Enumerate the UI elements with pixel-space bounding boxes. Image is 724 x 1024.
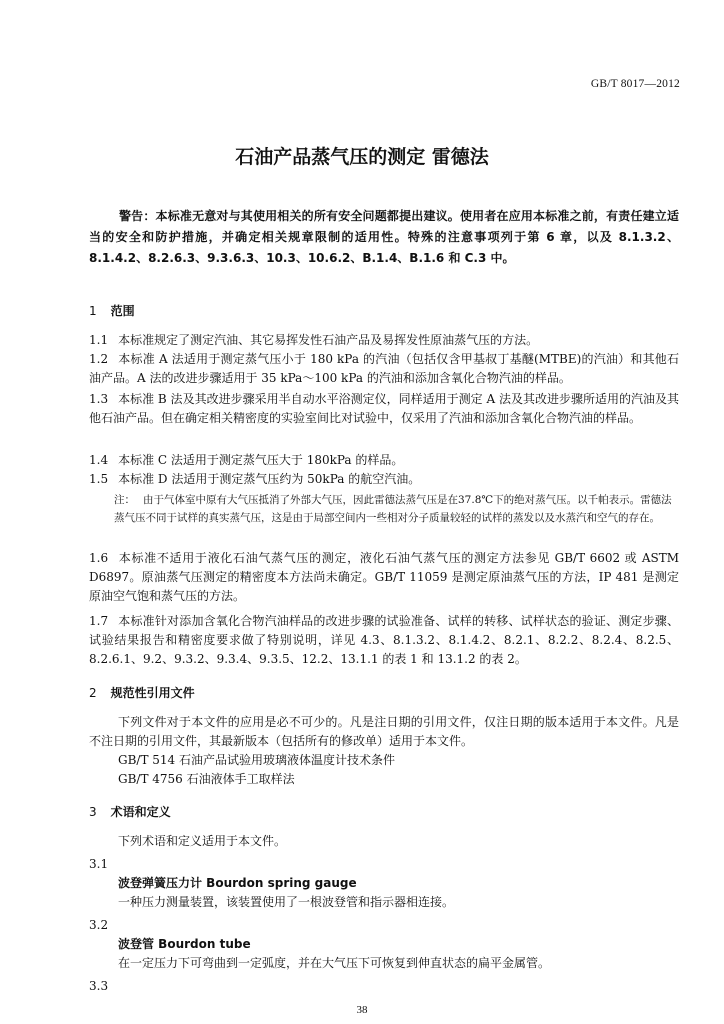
- clause-number: 1.4: [89, 453, 109, 467]
- clause-text: 本标准 D 法适用于测定蒸气压约为 50kPa 的航空汽油。: [118, 472, 421, 486]
- clause-1-4: [89, 451, 679, 470]
- section-number: 1: [89, 304, 97, 318]
- term-name: 波登管 Bourdon tube: [118, 937, 251, 951]
- section-1-heading: [89, 302, 679, 321]
- note-label: 注：: [114, 494, 135, 506]
- section-title: 术语和定义: [110, 805, 171, 819]
- term-name: 波登弹簧压力计 Bourdon spring gauge: [118, 876, 357, 890]
- safety-warning: [89, 206, 679, 269]
- standard-code: GB/T 8017—2012: [590, 78, 680, 90]
- clause-text: 本标准 B 法及其改进步骤采用半自动水平浴测定仪，同样适用于测定 A 法及其改进步骤所适用的汽油及其他石油产品。但在确定相关精密度的实验室间比对试验中，仅采用了汽油和添加含氧化合物汽油的样品。: [89, 392, 679, 425]
- clause-number: 1.6: [89, 551, 109, 565]
- clause-number: 1.3: [89, 392, 109, 406]
- clause-text: 本标准 C 法适用于测定蒸气压大于 180kPa 的样品。: [118, 453, 404, 467]
- note-text: 由于气体室中原有大气压抵消了外部大气压，因此雷德法蒸气压是在37.8℃下的绝对蒸气压。以千帕表示。雷德法蒸气压不同于试样的真实蒸气压，这是由于局部空间内一些相对分子质量较轻的试样的蒸发以及水蒸汽和空气的存在。: [114, 494, 672, 524]
- clause-number: 1.5: [89, 472, 109, 486]
- clause-text: 本标准针对添加含氧化合物汽油样品的改进步骤的试验准备、试样的转移、试样状态的验证、测定步骤、试验结果报告和精密度要求做了特别说明，详见 4.3、8.1.3.2、8.1.4.2、8.2.1、8.2.2、8.2.4、8.2.5、8.2.6.1、9.2、9.3.2、9.3.4、9.3.5、12.2、13.1.1 的表 1 和 13.1.2 的表 2。: [89, 614, 679, 666]
- document-title: 石油产品蒸气压的测定 雷德法: [235, 146, 489, 168]
- clause-text: 本标准规定了测定汽油、其它易挥发性石油产品及易挥发性原油蒸气压的方法。: [118, 333, 539, 347]
- term-definition: 在一定压力下可弯曲到一定弧度，并在大气压下可恢复到伸直状态的扁平金属管。: [118, 956, 551, 970]
- reference-item: GB/T 514 石油产品试验用玻璃液体温度计技术条件: [118, 753, 395, 767]
- section-2-body: [89, 713, 679, 789]
- section-number: 3: [89, 805, 97, 819]
- section-3-intro: 下列术语和定义适用于本文件。: [118, 834, 287, 848]
- clause-1-3: [89, 390, 679, 428]
- section-2-heading: [89, 684, 679, 703]
- clause-1-1: [89, 331, 679, 350]
- term-definition: 一种压力测量装置，该装置使用了一根波登管和指示器相连接。: [118, 895, 455, 909]
- clause-1-5: [89, 470, 679, 489]
- clause-text: 本标准 A 法适用于测定蒸气压小于 180 kPa 的汽油（包括仅含甲基叔丁基醚(MTBE)的汽油）和其他石油产品。A 法的改进步骤适用于 35 kPa～100 kPa 的汽油和添加含氧化合物汽油的样品。: [89, 352, 679, 385]
- reference-item: GB/T 4756 石油液体手工取样法: [118, 772, 295, 786]
- section-title: 范围: [110, 304, 135, 318]
- term-number: 3.3: [89, 979, 109, 993]
- term-number: 3.2: [89, 918, 109, 932]
- section-3-body: [89, 832, 679, 996]
- section-3-heading: [89, 803, 679, 822]
- page-number: 38: [356, 1004, 368, 1016]
- clause-number: 1.2: [89, 352, 109, 366]
- clause-number: 1.1: [89, 333, 109, 347]
- warning-text: 警告：本标准无意对与其使用相关的所有安全问题都提出建议。使用者在应用本标准之前，有责任建立适当的安全和防护措施，并确定相关规章限制的适用性。特殊的注意事项列于第 6 章，以及 8.1.3.2、8.1.4.2、8.2.6.3、9.3.6.3、10.3、10.6.2、B.1.4、B.1.6 和 C.3 中。: [89, 209, 679, 265]
- section-number: 2: [89, 686, 97, 700]
- note: [114, 491, 679, 527]
- clause-1-2: [89, 350, 679, 388]
- section-2-intro: 下列文件对于本文件的应用是必不可少的。凡是注日期的引用文件，仅注日期的版本适用于本文件。凡是不注日期的引用文件，其最新版本（包括所有的修改单）适用于本文件。: [89, 715, 679, 748]
- section-title: 规范性引用文件: [110, 686, 195, 700]
- clause-number: 1.7: [89, 614, 109, 628]
- clause-text: 本标准不适用于液化石油气蒸气压的测定，液化石油气蒸气压的测定方法参见 GB/T 6602 或 ASTM D6897。原油蒸气压测定的精密度本方法尚未确定。GB/T 11059 是测定原油蒸气压的方法，IP 481 是测定原油空气饱和蒸气压的方法。: [89, 551, 679, 603]
- clause-1-6: [89, 549, 679, 606]
- clause-1-7: [89, 612, 679, 669]
- term-number: 3.1: [89, 857, 109, 871]
